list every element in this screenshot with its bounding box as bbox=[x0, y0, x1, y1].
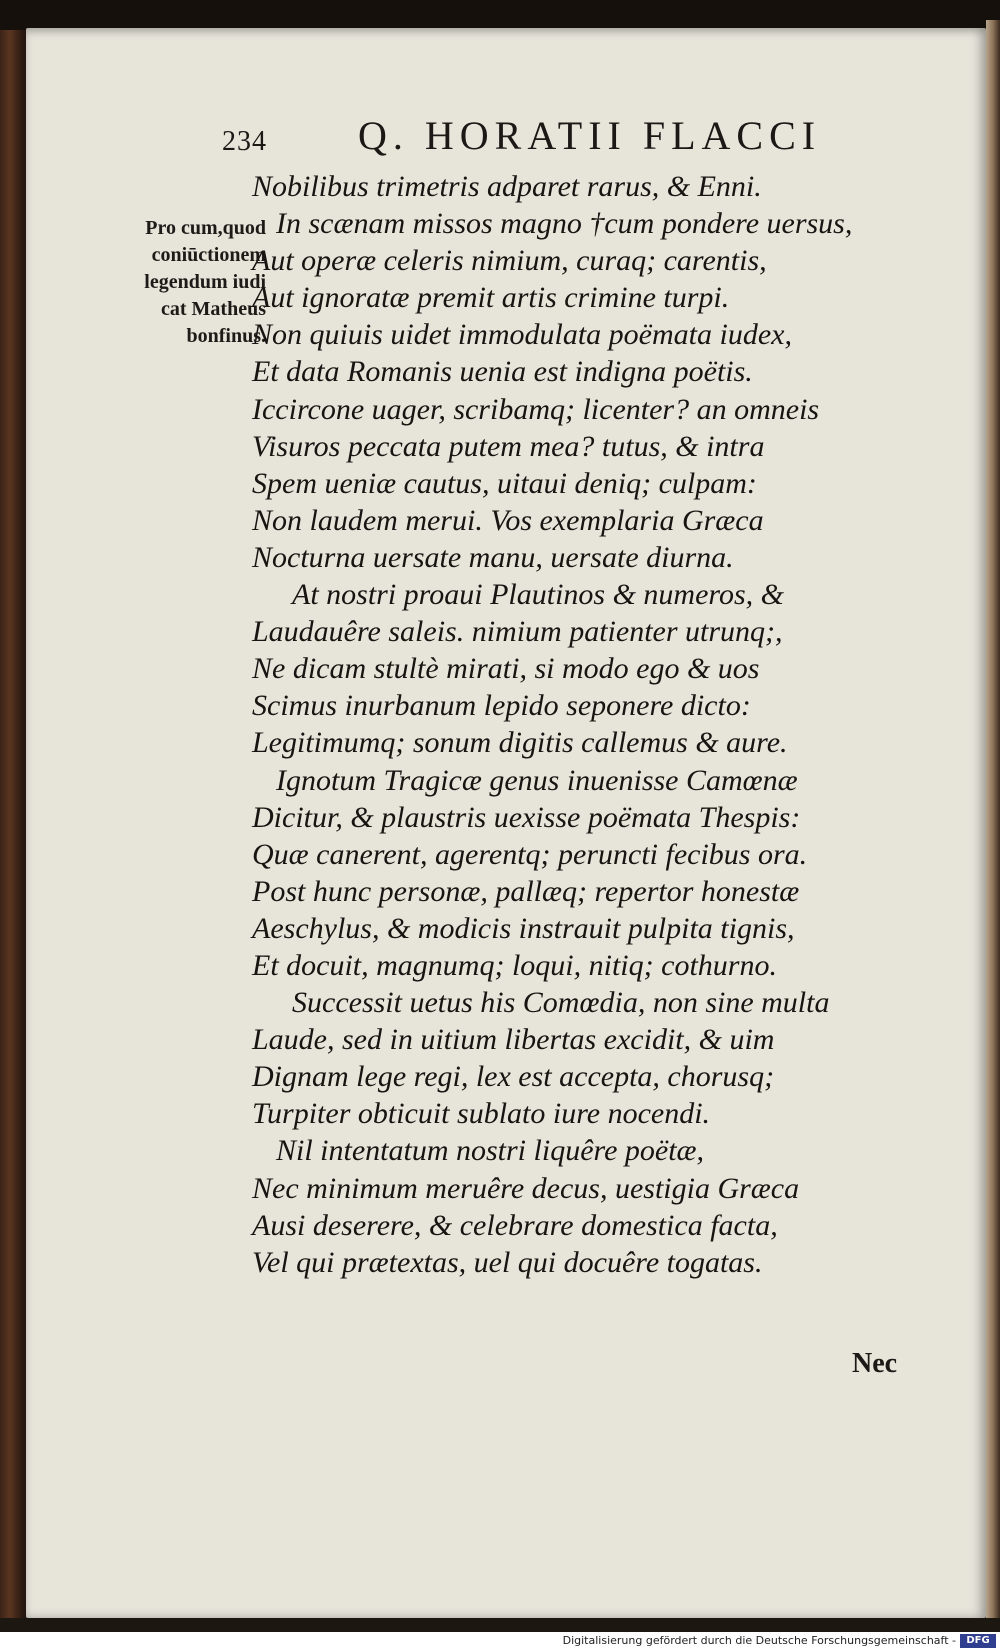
funding-credit: Digitalisierung gefördert durch die Deutsche Forschungsgemeinschaft - bbox=[562, 1634, 956, 1647]
scan-top-shadow bbox=[0, 0, 1000, 30]
verse-line: Et docuit, magnumq; loqui, nitiq; cothurno. bbox=[252, 948, 777, 982]
verse-line: At nostri proaui Plautinos & numeros, & bbox=[292, 578, 784, 612]
verse-line: Et data Romanis uenia est indigna poëtis. bbox=[252, 355, 753, 389]
marginal-note-line: legendum iudi bbox=[144, 271, 266, 293]
verse-line: Spem ueniæ cautus, uitaui deniq; culpam: bbox=[252, 466, 757, 500]
verse-line: Successit uetus his Comœdia, non sine multa bbox=[292, 986, 830, 1020]
verse-line: Visuros peccata putem mea? tutus, & intra bbox=[252, 429, 765, 463]
verse-line: Quæ canerent, agerentq; peruncti fecibus ora. bbox=[252, 837, 808, 871]
marginal-note bbox=[96, 215, 266, 350]
verse-line: Aut ignoratæ premit artis crimine turpi. bbox=[252, 281, 730, 315]
running-head: Q. HORATII FLACCI bbox=[358, 113, 822, 158]
marginal-note-line: cat Matheus bbox=[161, 298, 266, 320]
verse-line: Scimus inurbanum lepido seponere dicto: bbox=[252, 689, 751, 723]
catchword: Nec bbox=[852, 1348, 898, 1379]
verse-line: Vel qui prætextas, uel qui docuêre togatas. bbox=[252, 1245, 763, 1279]
verse-line: Nil intentatum nostri liquêre poëtæ, bbox=[276, 1134, 705, 1168]
verse-line: Turpiter obticuit sublato iure nocendi. bbox=[252, 1097, 711, 1131]
page-edge bbox=[986, 20, 1000, 1630]
verse-line: Aeschylus, & modicis instrauit pulpita tignis, bbox=[252, 911, 795, 945]
verse-line: Ignotum Tragicæ genus inuenisse Camœnæ bbox=[276, 763, 798, 797]
page-number: 234 bbox=[222, 126, 267, 157]
verse-line: Ne dicam stultè mirati, si modo ego & uos bbox=[252, 652, 760, 686]
verse-line: Nec minimum meruêre decus, uestigia Græca bbox=[252, 1171, 800, 1205]
verse-line: Non laudem merui. Vos exemplaria Græca bbox=[252, 503, 764, 537]
verse-line: Nobilibus trimetris adparet rarus, & Enni. bbox=[252, 170, 762, 203]
verse-line: Nocturna uersate manu, uersate diurna. bbox=[252, 540, 734, 574]
marginal-note-line: coniūctionem bbox=[151, 244, 266, 266]
marginal-note-line: bonfinus. bbox=[186, 325, 266, 347]
verse-line: In scænam missos magno †cum pondere uersus, bbox=[276, 207, 853, 241]
verse-line: Dicitur, & plaustris uexisse poëmata Thespis: bbox=[252, 800, 801, 834]
verse-text bbox=[252, 168, 872, 1281]
verse-line: Iccircone uager, scribamq; licenter? an omneis bbox=[252, 392, 820, 426]
page-header bbox=[0, 112, 1000, 162]
verse-line: Laude, sed in uitium libertas excidit, & uim bbox=[252, 1023, 775, 1057]
verse-line: Aut operæ celeris nimium, curaq; carentis, bbox=[252, 244, 767, 278]
verse-line: Dignam lege regi, lex est accepta, chorusq; bbox=[252, 1060, 775, 1094]
verse-line: Legitimumq; sonum digitis callemus & aure. bbox=[252, 726, 788, 760]
verse-line: Ausi deserere, & celebrare domestica facta, bbox=[252, 1208, 778, 1242]
verse-line: Non quiuis uidet immodulata poëmata iudex, bbox=[252, 318, 792, 352]
verse-line: Post hunc personæ, pallæq; repertor honestæ bbox=[252, 874, 800, 908]
marginal-note-line: Pro cum,quod bbox=[145, 217, 266, 239]
digitization-footer bbox=[0, 1632, 1000, 1651]
dfg-logo: DFG bbox=[960, 1634, 996, 1648]
verse-line: Laudauêre saleis. nimium patienter utrunq;, bbox=[252, 615, 783, 649]
